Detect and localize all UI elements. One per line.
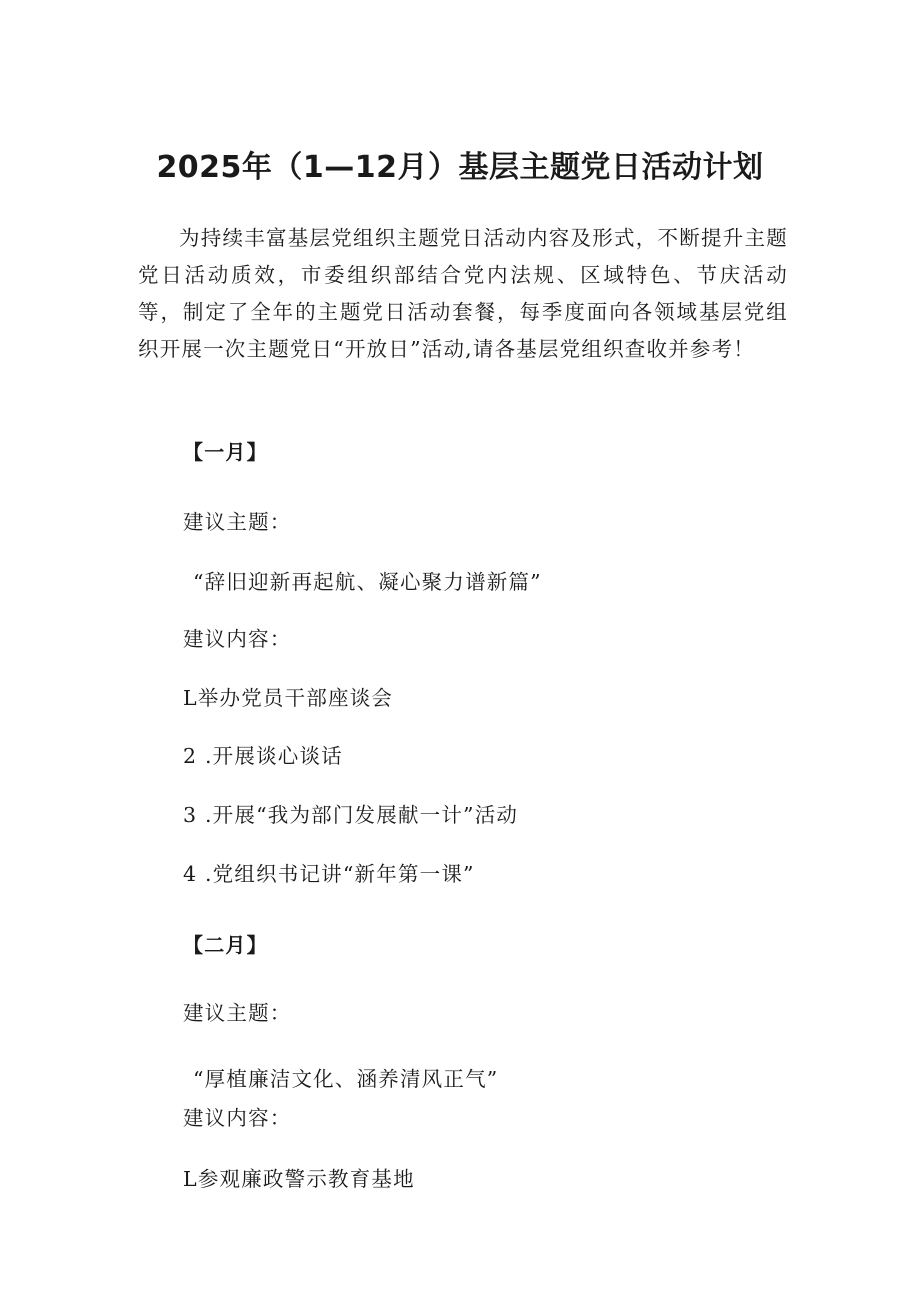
theme-text-january: “辞旧迎新再起航、凝心聚力谱新篇” <box>193 570 542 594</box>
list-item-january-2: 2 .开展谈心谈话 <box>183 744 343 768</box>
month-heading-january: 【一月】 <box>183 440 268 464</box>
document-title: 2025年（1—12月）基层主题党日活动计划 <box>156 150 764 185</box>
content-label-january: 建议内容： <box>183 627 292 651</box>
theme-label-february: 建议主题： <box>183 1001 292 1025</box>
list-item-february-1: L参观廉政警示教育基地 <box>183 1167 415 1191</box>
theme-text-february: “厚植廉洁文化、涵养清风正气” <box>193 1067 499 1091</box>
content-label-february: 建议内容： <box>183 1106 292 1130</box>
list-item-january-3: 3 .开展“我为部门发展献一计”活动 <box>183 803 519 827</box>
list-item-january-4: 4 .党组织书记讲“新年第一课” <box>183 862 475 886</box>
theme-label-january: 建议主题： <box>183 510 292 534</box>
intro-paragraph: 为持续丰富基层党组织主题党日活动内容及形式，不断提升主题党日活动质效，市委组织部结合党内法规、区域特色、节庆活动等，制定了全年的主题党日活动套餐，每季度面向各领域基层党组织开展一次主题党日“开放日”活动,请各基层党组织查收并参考！ <box>138 226 788 361</box>
list-item-january-1: L举办党员干部座谈会 <box>183 686 394 710</box>
month-heading-february: 【二月】 <box>183 933 268 957</box>
